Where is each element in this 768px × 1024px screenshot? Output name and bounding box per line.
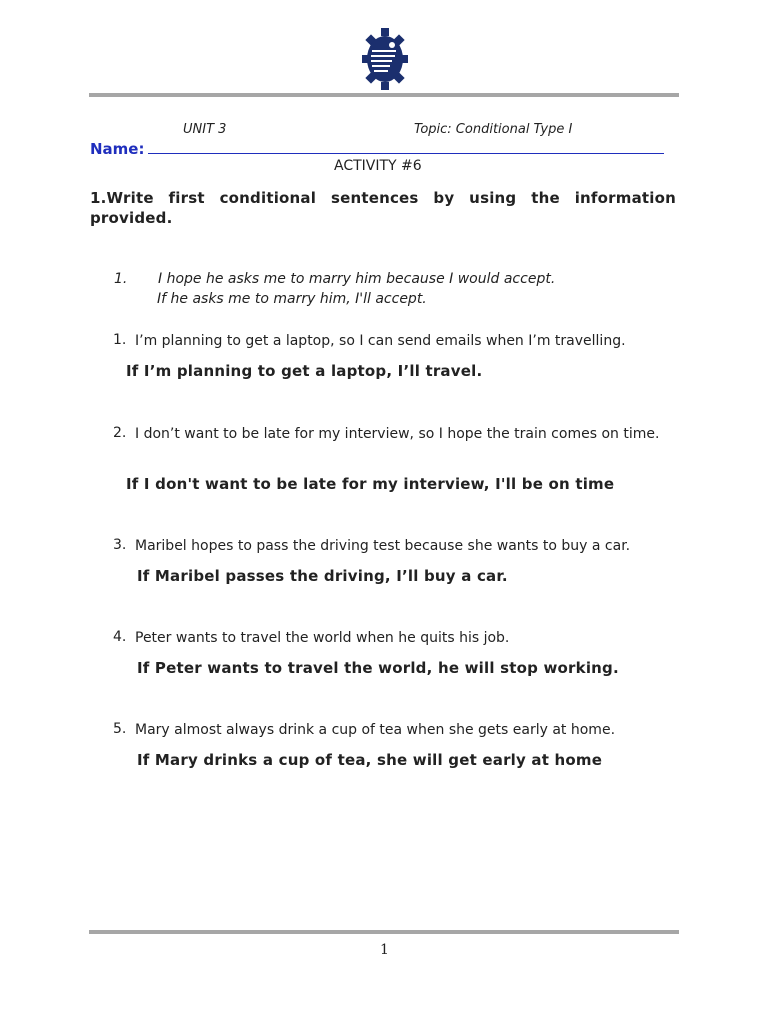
example-number: 1. [114,271,128,287]
question-number: 5. [113,721,127,737]
name-field-line[interactable] [148,139,664,154]
page-number: 1 [380,942,389,958]
topic-label: Topic: Conditional Type I [414,122,573,137]
name-row [90,139,664,158]
header-divider [89,93,679,97]
question-text: Peter wants to travel the world when he quits his job. [135,630,510,646]
example-answer: If he asks me to marry him, I'll accept. [157,291,427,307]
question-text: Mary almost always drink a cup of tea when she gets early at home. [135,722,616,738]
answer-text: If I don't want to be late for my interview, I'll be on time [126,475,615,493]
instruction-text: 1.Write first conditional sentences by using the information provided. [90,189,676,227]
question-number: 1. [113,332,127,348]
question-number: 3. [113,537,127,553]
answer-text: If I’m planning to get a laptop, I’ll travel. [126,362,483,380]
question-text: I’m planning to get a laptop, so I can send emails when I’m travelling. [135,333,626,349]
question-number: 2. [113,425,127,441]
question-text: I don’t want to be late for my interview, so I hope the train comes on time. [135,426,660,442]
institution-logo [362,28,408,90]
name-label: Name: [90,140,145,158]
answer-text: If Maribel passes the driving, I’ll buy a car. [137,567,508,585]
question-number: 4. [113,629,127,645]
answer-text: If Mary drinks a cup of tea, she will get early at home [137,751,603,769]
example-sentence: I hope he asks me to marry him because I would accept. [158,271,556,287]
footer-divider [89,930,679,934]
question-text: Maribel hopes to pass the driving test because she wants to buy a car. [135,538,631,554]
unit-label: UNIT 3 [183,122,227,137]
activity-title: ACTIVITY #6 [334,158,422,174]
answer-text: If Peter wants to travel the world, he will stop working. [137,659,619,677]
